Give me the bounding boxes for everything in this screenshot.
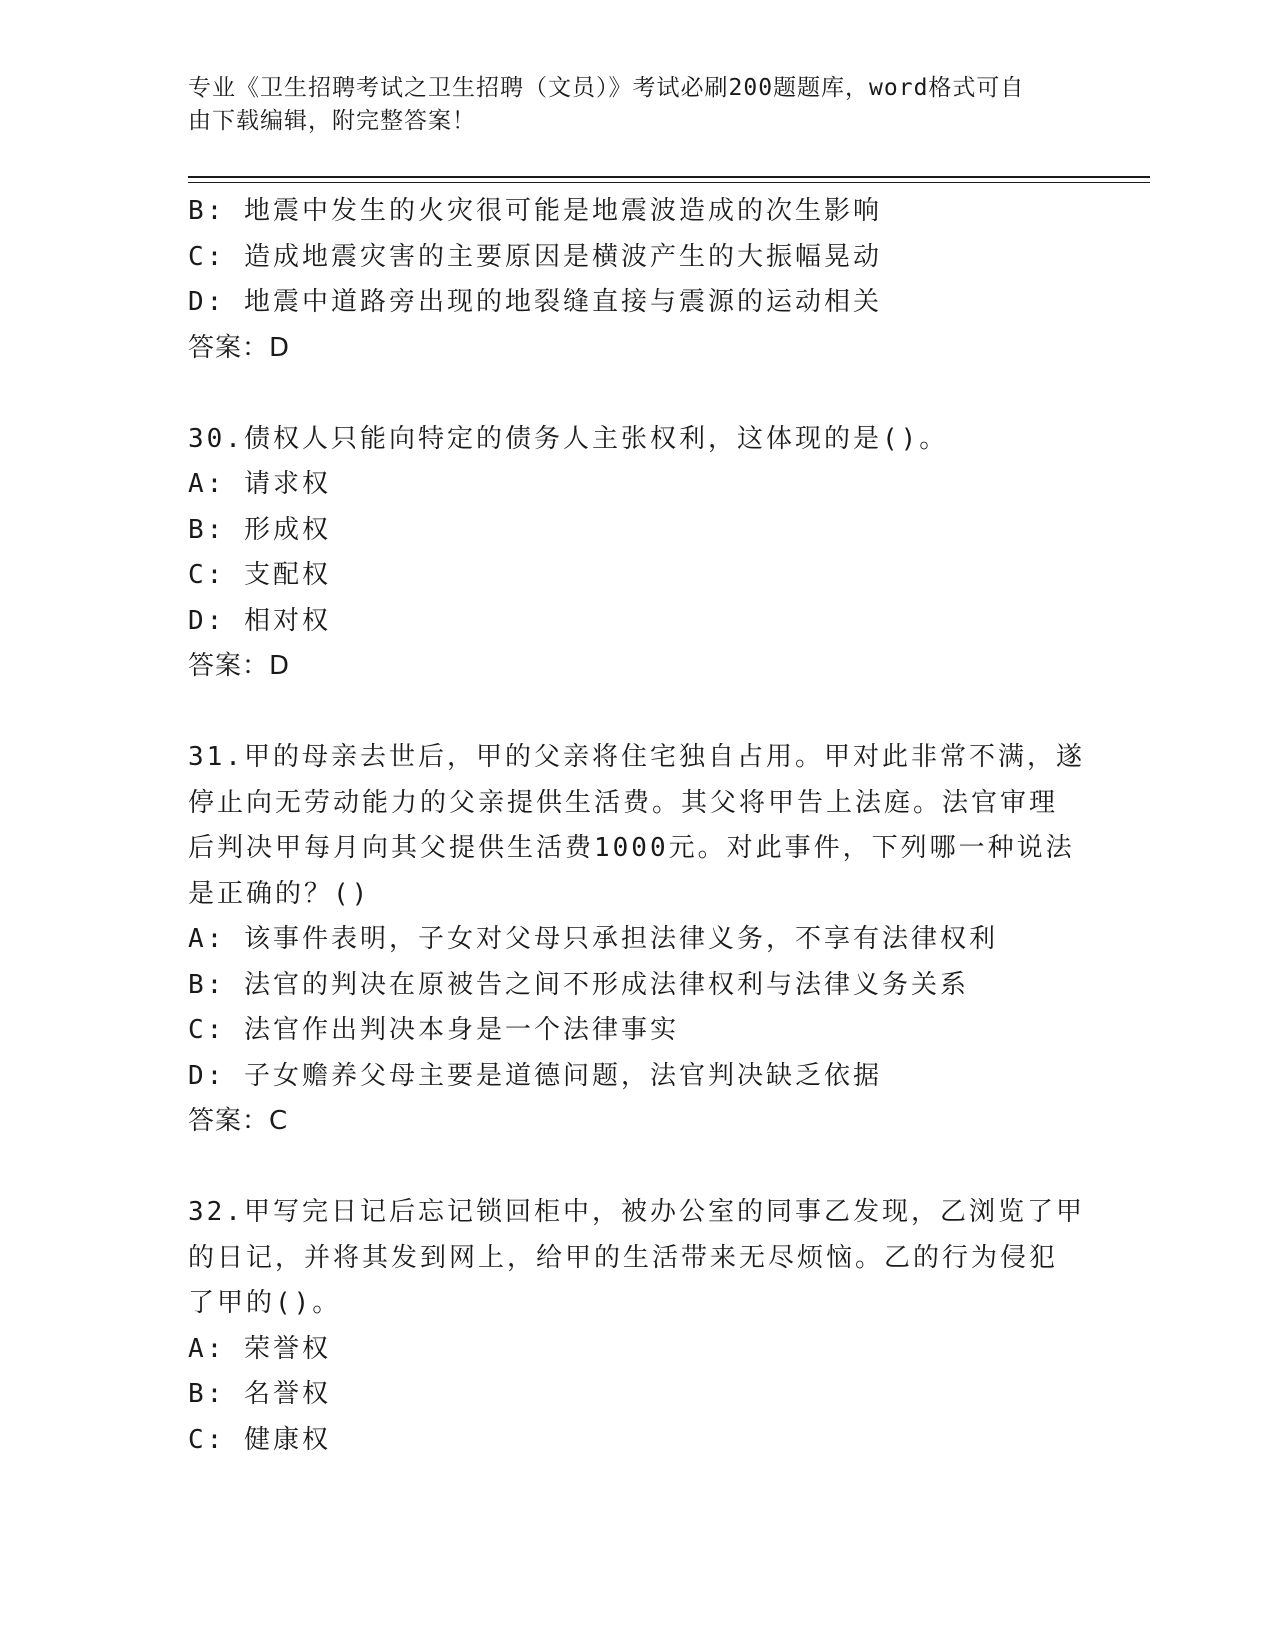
spacer	[188, 371, 1088, 417]
option-b: B: 名誉权	[188, 1379, 331, 1409]
option-b: B: 法官的判决在原被告之间不形成法律权利与法律义务关系	[188, 969, 969, 1000]
option-c: C: 造成地震灾害的主要原因是横波产生的大振幅晃动	[188, 241, 882, 272]
option-d: D: 子女赡养父母主要是道德问题，法官判决缺乏依据	[188, 1060, 882, 1091]
answer-label: 答案：D	[188, 651, 291, 681]
question-30	[188, 417, 1088, 690]
question-stem-line: 是正确的？()	[188, 878, 371, 909]
question-stem: 30.债权人只能向特定的债务人主张权利，这体现的是()。	[188, 423, 949, 454]
answer-label: 答案：C	[188, 1106, 289, 1136]
answer-label: 答案：D	[188, 332, 291, 363]
question-stem-line: 的日记，并将其发到网上，给甲的生活带来无尽烦恼。乙的行为侵犯	[188, 1242, 1059, 1273]
option-b: B: 地震中发生的火灾很可能是地震波造成的次生影响	[188, 196, 882, 226]
option-d: D: 相对权	[188, 605, 331, 636]
question-31	[188, 735, 1088, 1145]
question-stem-line: 32.甲写完日记后忘记锁回柜中，被办公室的同事乙发现，乙浏览了甲	[188, 1197, 1085, 1227]
question-stem-line: 了甲的()。	[188, 1288, 342, 1318]
question-stem-line: 后判决甲每月向其父提供生活费1000元。对此事件，下列哪一种说法	[188, 833, 1075, 863]
header-divider-thin	[188, 182, 1150, 183]
option-a: A: 荣誉权	[188, 1333, 331, 1364]
header-line-1: 专业《卫生招聘考试之卫生招聘（文员）》考试必刷200题题库，word格式可自	[188, 75, 1025, 101]
spacer	[188, 690, 1088, 736]
question-content	[188, 189, 1088, 1463]
question-29-continuation	[188, 189, 1088, 371]
option-c: C: 法官作出判决本身是一个法律事实	[188, 1015, 679, 1045]
option-d: D: 地震中道路旁出现的地裂缝直接与震源的运动相关	[188, 287, 882, 317]
option-c: C: 健康权	[188, 1424, 331, 1455]
option-b: B: 形成权	[188, 514, 331, 545]
option-a: A: 该事件表明，子女对父母只承担法律义务，不享有法律权利	[188, 924, 998, 954]
header-divider-thick	[188, 176, 1150, 178]
header-line-2: 由下载编辑，附完整答案！	[188, 108, 476, 134]
question-32	[188, 1190, 1088, 1463]
question-stem-line: 31.甲的母亲去世后，甲的父亲将住宅独自占用。甲对此非常不满，遂	[188, 742, 1085, 772]
question-stem-line: 停止向无劳动能力的父亲提供生活费。其父将甲告上法庭。法官审理	[188, 787, 1059, 818]
option-c: C: 支配权	[188, 560, 331, 590]
spacer	[188, 1145, 1088, 1191]
document-header	[188, 72, 1068, 138]
option-a: A: 请求权	[188, 469, 331, 499]
